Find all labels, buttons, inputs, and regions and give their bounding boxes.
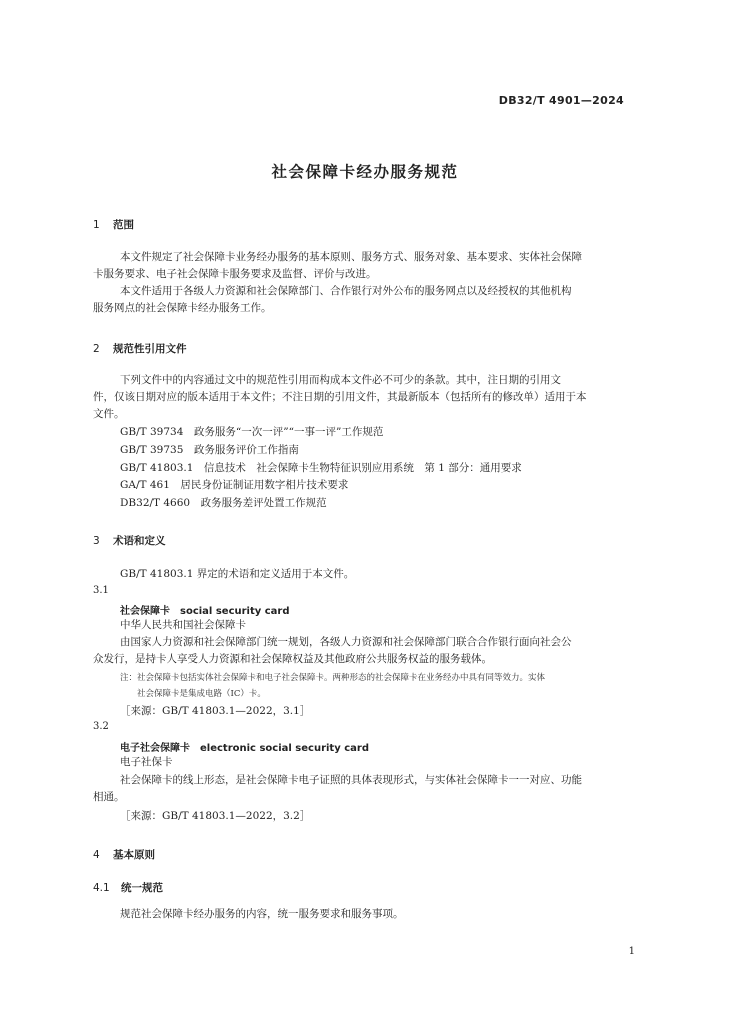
note: 社会保障卡是集成电路（IC）卡。 [137, 689, 266, 699]
section-1-heading: 1 范围 [93, 219, 134, 231]
term-source: ［来源：GB/T 41803.1—2022，3.1］ [120, 705, 311, 717]
note: 注：社会保障卡包括实体社会保障卡和电子社会保障卡。两种形态的社会保障卡在业务经办中具有同等效力。实体 [120, 673, 546, 683]
term-definition: 由国家人力资源和社会保障部门统一规划，各级人力资源和社会保障部门联合合作银行面向社会公 [120, 636, 572, 648]
paragraph: GB/T 41803.1 界定的术语和定义适用于本文件。 [120, 568, 355, 580]
reference-item: GB/T 39734 政务服务“一次一评”“一事一评”工作规范 [120, 426, 384, 438]
paragraph: 本文件规定了社会保障卡业务经办服务的基本原则、服务方式、服务对象、基本要求、实体社会保障 [120, 251, 582, 263]
document-title: 社会保障卡经办服务规范 [271, 163, 459, 181]
paragraph: 件，仅该日期对应的版本适用于本文件；不注日期的引用文件，其最新版本（包括所有的修改单）适用于本 [93, 391, 587, 403]
section-4-heading: 4 基本原则 [93, 849, 155, 861]
term-alt: 电子社保卡 [120, 756, 173, 768]
section-2-heading: 2 规范性引用文件 [93, 343, 187, 355]
term-number: 3.2 [93, 721, 109, 732]
page-number: 1 [628, 946, 635, 957]
paragraph: 服务网点的社会保障卡经办服务工作。 [93, 302, 272, 314]
standard-number: DB32/T 4901—2024 [498, 94, 624, 107]
paragraph: 下列文件中的内容通过文中的规范性引用而构成本文件必不可少的条款。其中，注日期的引用文 [120, 374, 561, 386]
paragraph: 卡服务要求、电子社会保障卡服务要求及监督、评价与改进。 [93, 268, 377, 280]
paragraph: 规范社会保障卡经办服务的内容，统一服务要求和服务事项。 [120, 908, 404, 920]
term-definition: 相通。 [93, 791, 125, 803]
term-definition: 社会保障卡的线上形态，是社会保障卡电子证照的具体表现形式，与实体社会保障卡一一对应、功能 [120, 774, 582, 786]
reference-item: GB/T 41803.1 信息技术 社会保障卡生物特征识别应用系统 第 1 部分：通用要求 [120, 462, 522, 474]
term-heading: 电子社会保障卡 electronic social security card [120, 743, 369, 754]
subsection-4-1-heading: 4.1 统一规范 [93, 882, 163, 894]
reference-item: DB32/T 4660 政务服务差评处置工作规范 [120, 497, 327, 509]
section-3-heading: 3 术语和定义 [93, 535, 166, 547]
paragraph: 本文件适用于各级人力资源和社会保障部门、合作银行对外公布的服务网点以及经授权的其他机构 [120, 285, 572, 297]
reference-item: GA/T 461 居民身份证制证用数字相片技术要求 [120, 479, 349, 491]
term-alt: 中华人民共和国社会保障卡 [120, 619, 246, 631]
term-source: ［来源：GB/T 41803.1—2022，3.2］ [120, 810, 311, 822]
term-definition: 众发行，是持卡人享受人力资源和社会保障权益及其他政府公共服务权益的服务载体。 [93, 653, 492, 665]
term-heading: 社会保障卡 social security card [120, 606, 290, 617]
paragraph: 文件。 [93, 408, 125, 420]
reference-item: GB/T 39735 政务服务评价工作指南 [120, 444, 299, 456]
term-number: 3.1 [93, 585, 109, 596]
